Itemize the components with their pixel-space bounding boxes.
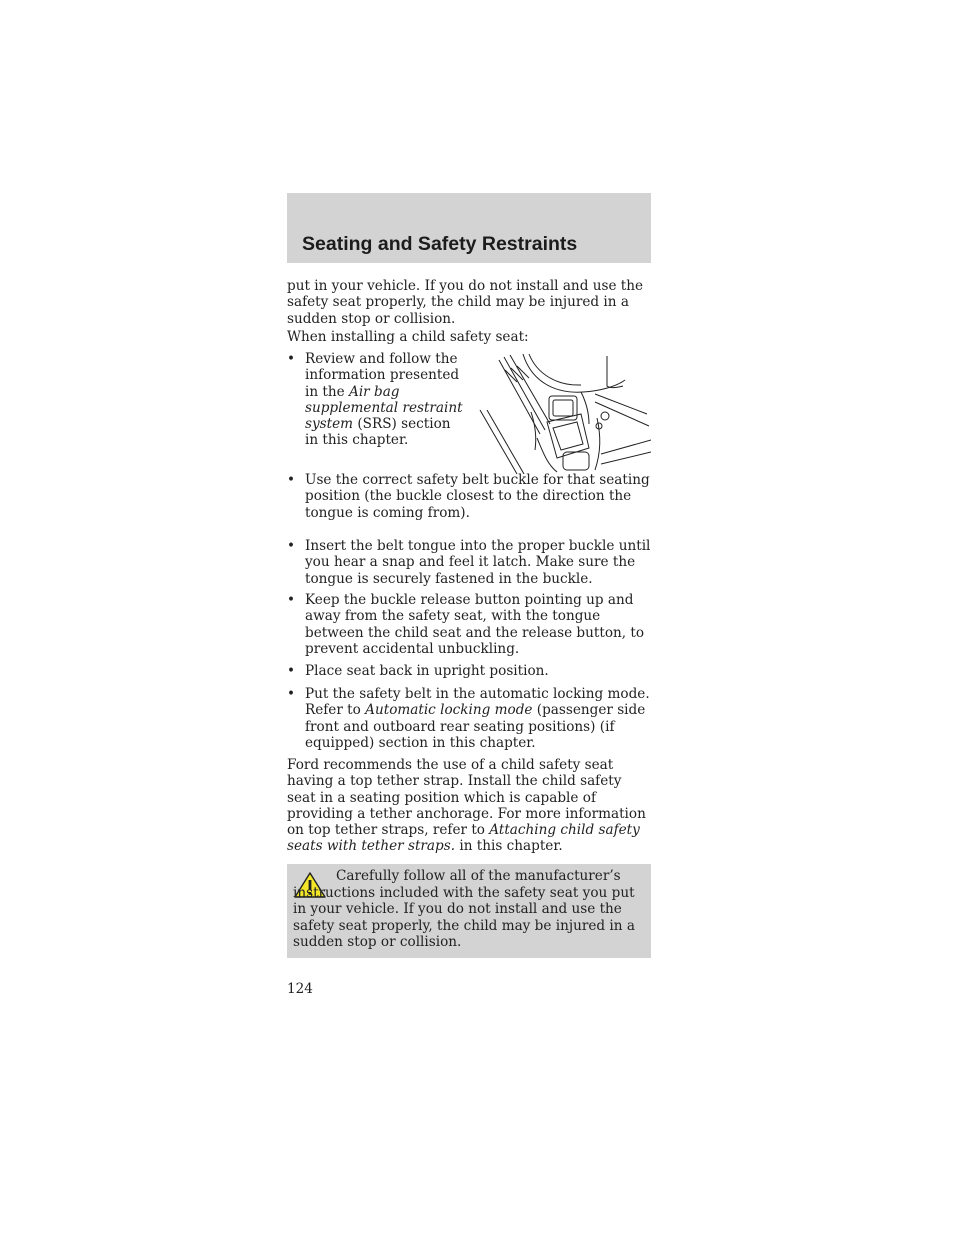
bullet-text: Place seat back in upright position.	[305, 663, 549, 679]
intro-continued	[287, 278, 653, 327]
warning-box	[287, 864, 651, 958]
recommendation-italic-ref: Attaching child safety seats with tether straps.	[287, 822, 640, 855]
bullet-dot: •	[287, 472, 296, 488]
bullet-text: Use the correct safety belt buckle for that seating position (the buckle closest to the direction the tongue is coming from).	[305, 472, 650, 521]
recommendation-text-part: in this chapter.	[455, 838, 563, 855]
recommendation-paragraph	[287, 757, 653, 855]
section-header	[287, 193, 651, 263]
bullet-text-part: Put the safety belt in the automatic locking mode. Refer to	[305, 686, 650, 719]
intro-paragraph: put in your vehicle. If you do not install and use the safety seat properly, the child may be injured in a sudden stop or collision.	[287, 278, 644, 327]
bullet-dot: •	[287, 592, 296, 608]
bullet-italic-ref: Air bag supplemental restraint system	[305, 383, 463, 433]
recommendation-text-part: Ford recommends the use of a child safety seat having a top tether strap. Install the child safety seat in a seating position which is capable of providing a tether anchorage. For more information on top tether straps, refer to	[287, 757, 646, 839]
lead-paragraph: When installing a child safety seat:	[287, 329, 529, 345]
seat-belt-buckle-illustration	[477, 352, 651, 476]
intro-lead	[287, 329, 653, 345]
bullet-dot: •	[287, 351, 296, 367]
page-number: 124	[287, 981, 313, 997]
bullet-dot: •	[287, 538, 296, 554]
warning-text: Carefully follow all of the manufacturer’s instructions included with the safety seat you put in your vehicle. If you do not install and use the safety seat properly, the child may be injured in a sudden stop or collision.	[293, 868, 635, 950]
bullet-text-part: (SRS) section in this chapter.	[305, 416, 451, 449]
bullet-text: Insert the belt tongue into the proper buckle until you hear a snap and feel it latch. Make sure the tongue is securely fastened in the buckle.	[305, 538, 651, 587]
bullet-dot: •	[287, 663, 296, 679]
bullet-text-part: Review and follow the information presented in the	[305, 351, 460, 400]
recommendation-text	[287, 757, 653, 855]
bullet-text	[305, 351, 465, 449]
bullet-text	[305, 686, 653, 751]
bullet-dot: •	[287, 686, 296, 702]
bullet-italic-ref: Automatic locking mode	[365, 702, 533, 719]
bullet-text: Keep the buckle release button pointing up and away from the safety seat, with the tongue between the child seat and the release button, to prevent accidental unbuckling.	[305, 592, 645, 657]
section-title: Seating and Safety Restraints	[302, 233, 578, 255]
bullet-text-part: (passenger side front and outboard rear seating positions) (if equipped) section in this chapter.	[305, 702, 646, 751]
